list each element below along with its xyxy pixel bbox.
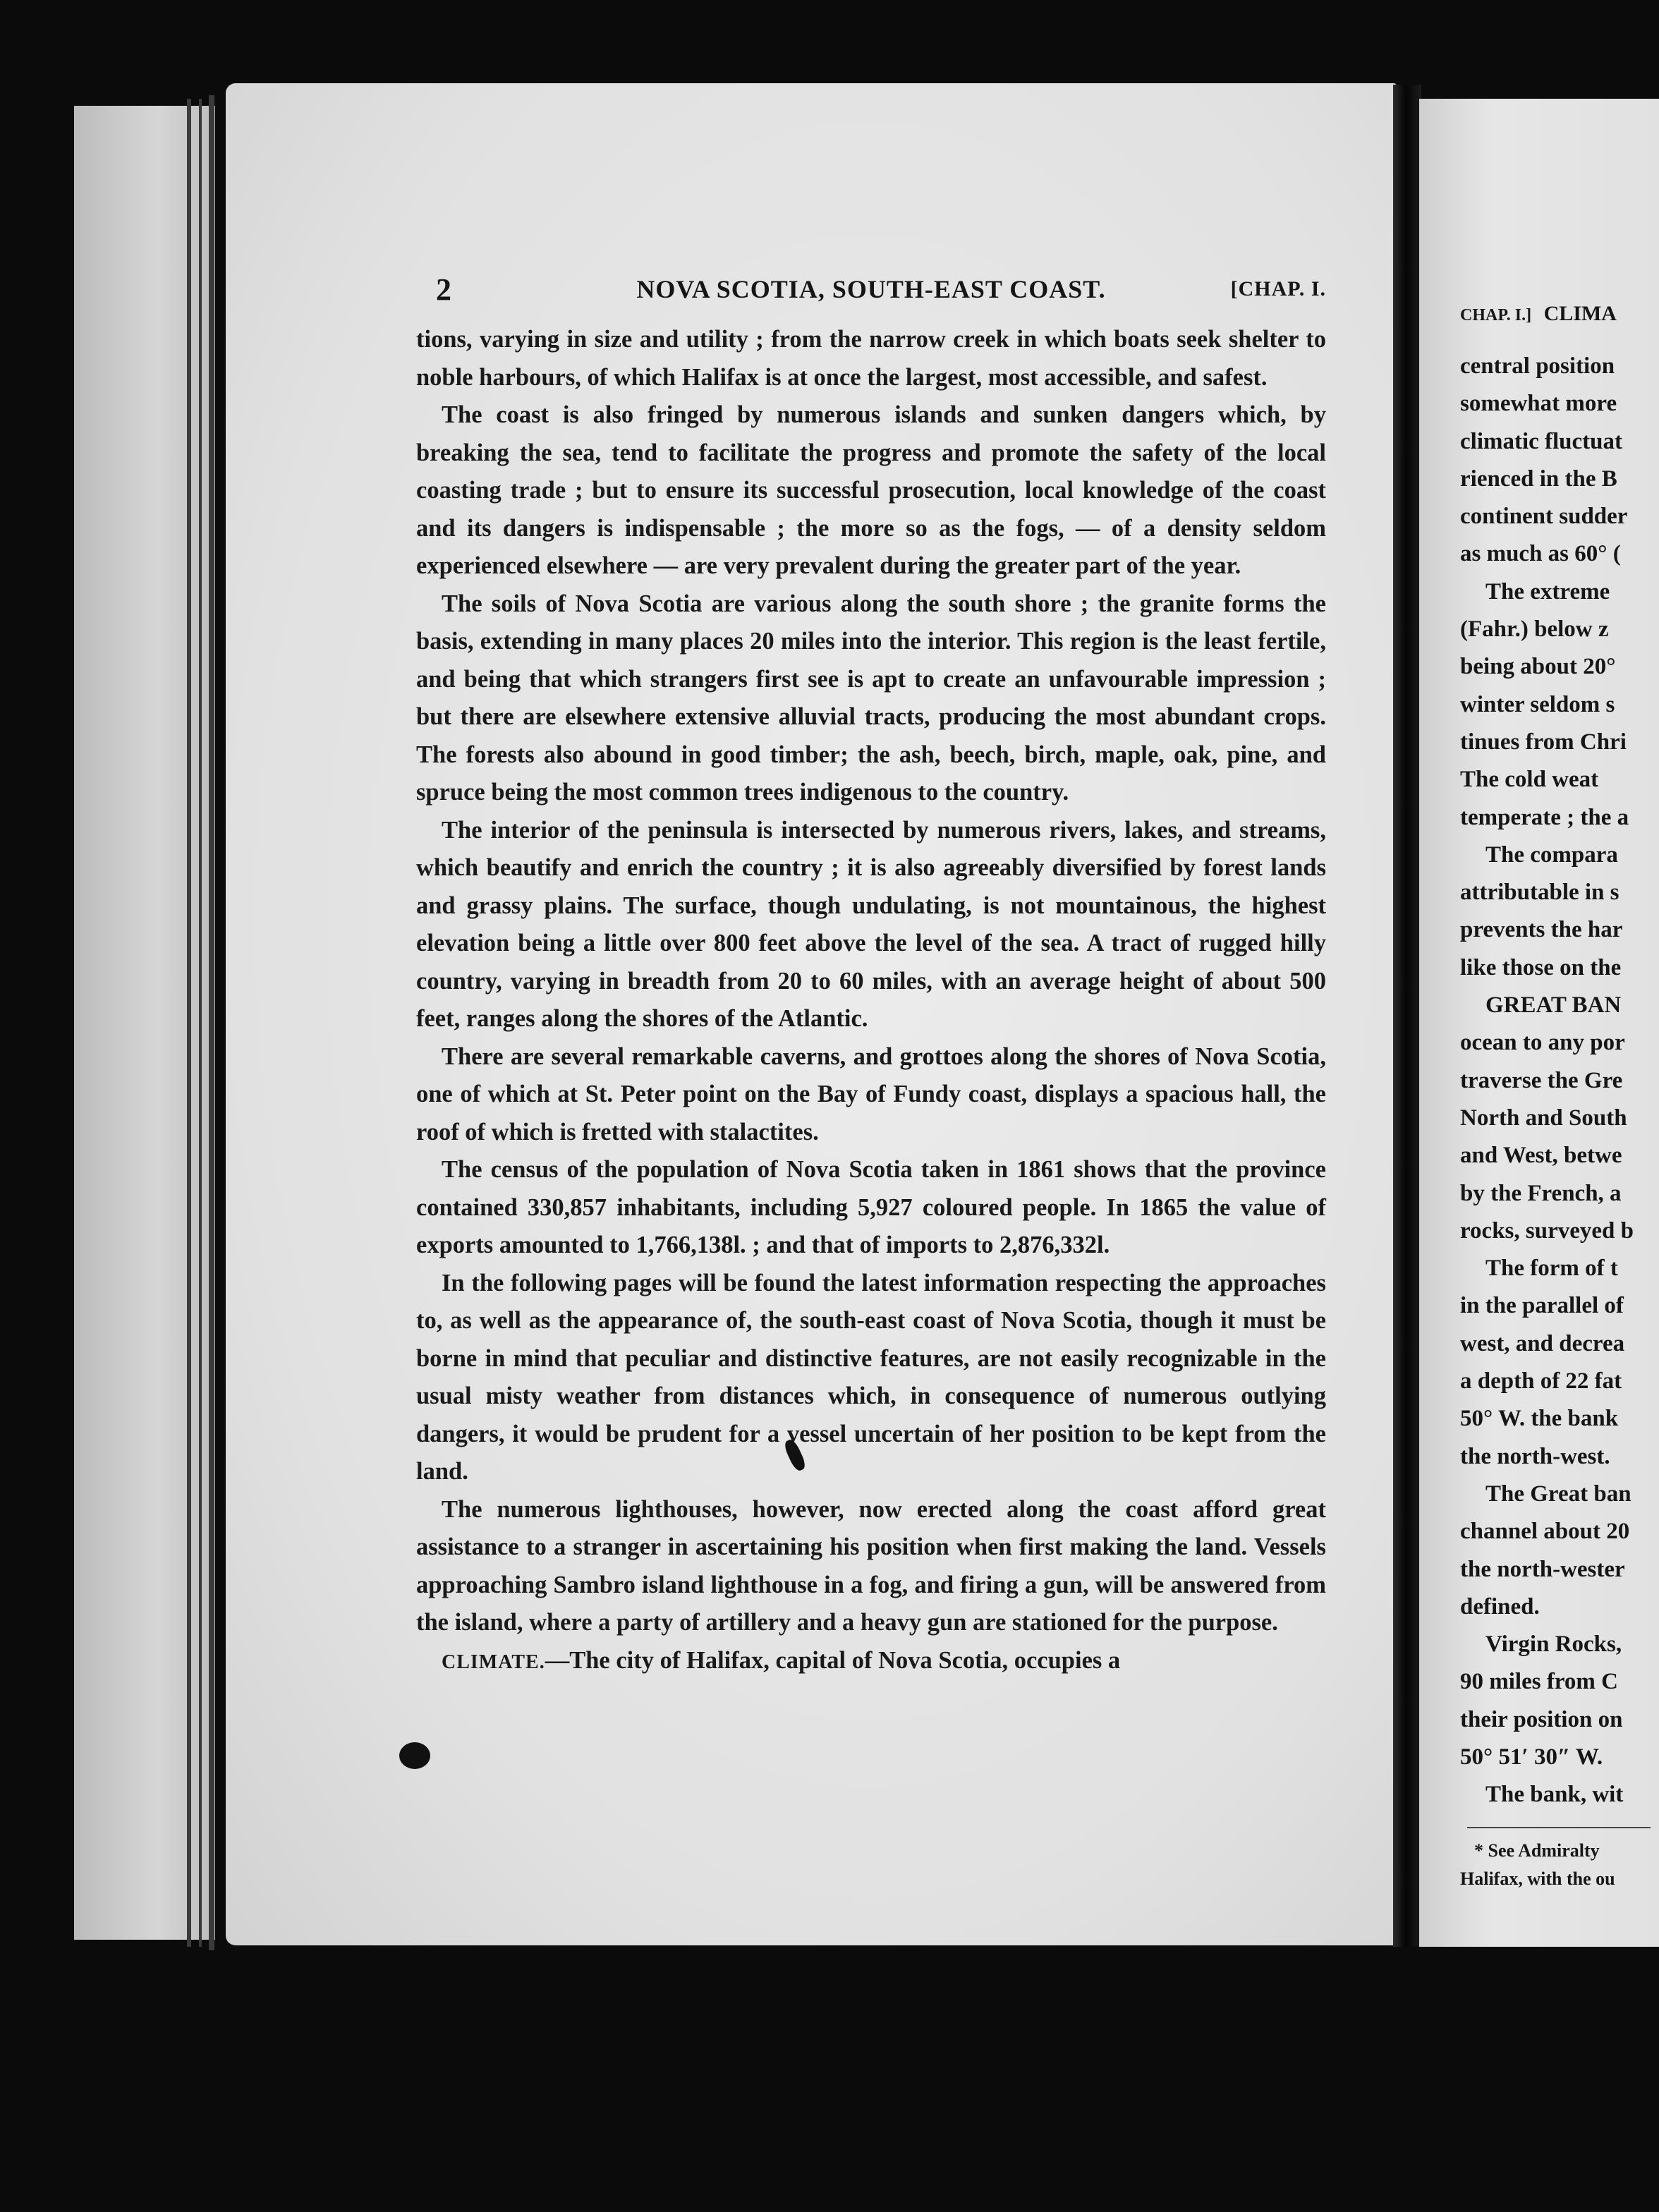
- text-line: Virgin Rocks,: [1485, 1631, 1622, 1658]
- text-line: west, and decrea: [1460, 1330, 1625, 1356]
- running-title: NOVA SCOTIA, SOUTH-EAST COAST.: [636, 275, 1106, 303]
- footnote-rule: [1467, 1827, 1651, 1828]
- text-line: traverse the Gre: [1460, 1067, 1623, 1093]
- text-line: a depth of 22 fat: [1460, 1368, 1622, 1394]
- text-line: their position on: [1460, 1706, 1623, 1732]
- text-line: continent sudder: [1460, 504, 1628, 530]
- climate-text: —The city of Halifax, capital of Nova Scotia, occupies a: [545, 1646, 1121, 1674]
- text-line: GREAT BAN: [1485, 992, 1622, 1019]
- paragraph: tions, varying in size and utility ; from the narrow creek in which boats seek shelter to noble harbours, of which Halifax is at once the largest, most accessible, and safest.: [416, 326, 1326, 391]
- left-page-text: [416, 272, 1326, 1681]
- text-line: the north-wester: [1460, 1556, 1625, 1582]
- text-line: and West, betwe: [1460, 1143, 1622, 1169]
- right-running-header: [1460, 300, 1659, 348]
- text-line: attributable in s: [1460, 880, 1620, 906]
- text-line: ocean to any por: [1460, 1030, 1625, 1056]
- right-page-text: [1460, 300, 1659, 1893]
- text-line: 90 miles from C: [1460, 1669, 1618, 1695]
- text-line: the north-west.: [1460, 1443, 1610, 1469]
- page-number: 2: [436, 272, 452, 307]
- page-edge-line: [209, 95, 214, 1950]
- text-line: central position: [1460, 353, 1615, 379]
- text-line: in the parallel of: [1460, 1293, 1624, 1319]
- text-line: 50° W. the bank: [1460, 1406, 1619, 1432]
- climate-paragraph: [416, 1642, 1326, 1682]
- text-line: climatic fluctuat: [1460, 428, 1623, 454]
- page-edge-stack: [74, 106, 215, 1940]
- text-line: The bank, wit: [1485, 1782, 1624, 1808]
- text-line: by the French, a: [1460, 1180, 1622, 1206]
- running-title-fragment: CLIMA: [1543, 302, 1617, 325]
- paragraph: There are several remarkable caverns, and grottoes along the shores of Nova Scotia, one of which at St. Peter point on the Bay of Fundy coast, displays a spacious hall, the roof of which is fretted with stalactites.: [416, 1043, 1326, 1146]
- paragraph: The numerous lighthouses, however, now erected along the coast afford great assistance to a stranger in ascertaining his position when first making the land. Vessels approaching Sambro island lighthouse in a fog, and firing a gun, will be answered from the island, where a party of artillery and a heavy gun are stationed for the purpose.: [416, 1495, 1326, 1636]
- paragraph: The interior of the peninsula is intersected by numerous rivers, lakes, and streams, which beautify and enrich the country ; it is also agreeably diversified by forest lands and grassy plains. The surface, though undulating, is not mountainous, the highest elevation being a little over 800 feet above the level of the sea. A tract of rugged hilly country, varying in breadth from 20 to 60 miles, with an average height of about 500 feet, ranges along the shores of the Atlantic.: [416, 816, 1326, 1032]
- right-page-lines: [1460, 348, 1659, 1814]
- paragraph: In the following pages will be found the latest information respecting the approaches to, as well as the appearance of, the south-east coast of Nova Scotia, though it must be borne in mind that peculiar and distinctive features, are not easily recognizable in the usual misty weather from distances which, in consequence of numerous outlying dangers, it would be prudent for a vessel uncertain of her position to be kept from the land.: [416, 1269, 1326, 1485]
- text-line: The compara: [1485, 841, 1618, 868]
- text-line: The extreme: [1485, 578, 1610, 604]
- paragraph: The census of the population of Nova Scotia taken in 1861 shows that the province contained 330,857 inhabitants, including 5,927 coloured people. In 1865 the value of exports amounted to 1,766,138l. ; and that of imports to 2,876,332l.: [416, 1156, 1326, 1258]
- text-line: (Fahr.) below z: [1460, 616, 1609, 643]
- section-heading: CLIMATE.: [442, 1651, 545, 1673]
- text-line: 50° 51′ 30″ W.: [1460, 1744, 1603, 1770]
- running-header: [416, 272, 1326, 321]
- text-line: temperate ; the a: [1460, 804, 1629, 830]
- text-line: The form of t: [1485, 1256, 1618, 1282]
- footnote: * See Admiralty: [1474, 1840, 1600, 1861]
- paragraph: The coast is also fringed by numerous islands and sunken dangers which, by breaking the sea, tend to facilitate the progress and promote the safety of the local coasting trade ; but to ensure its successful prosecution, local knowledge of the coast and its dangers is indispensable ; the more so as the fogs, — of a density seldom experienced elsewhere — are very prevalent during the greater part of the year.: [416, 401, 1326, 579]
- footnote: Halifax, with the ou: [1460, 1868, 1615, 1889]
- text-line: tinues from Chri: [1460, 729, 1627, 755]
- text-line: channel about 20: [1460, 1519, 1630, 1545]
- book-gutter: [1393, 85, 1421, 1947]
- text-line: defined.: [1460, 1593, 1540, 1620]
- ink-blot: [399, 1742, 430, 1769]
- paragraph: The soils of Nova Scotia are various along the south shore ; the granite forms the basis, extending in many places 20 miles into the interior. This region is the least fertile, and being that which strangers first see is apt to create an unfavourable impression ; but there are elsewhere extensive alluvial tracts, producing the most abundant crops. The forests also abound in good timber; the ash, beech, birch, maple, oak, pine, and spruce being the most common trees indigenous to the country.: [416, 590, 1326, 806]
- text-line: prevents the har: [1460, 917, 1623, 943]
- text-line: somewhat more: [1460, 391, 1617, 417]
- text-line: being about 20°: [1460, 654, 1616, 680]
- text-line: winter seldom s: [1460, 691, 1615, 717]
- page-edge-line: [199, 99, 202, 1947]
- text-line: rienced in the B: [1460, 466, 1617, 492]
- page-edge-line: [187, 99, 191, 1947]
- text-line: as much as 60° (: [1460, 541, 1621, 567]
- text-line: The Great ban: [1485, 1481, 1631, 1507]
- text-line: The cold weat: [1460, 767, 1599, 793]
- chapter-marker: CHAP. I.]: [1460, 306, 1532, 324]
- text-line: North and South: [1460, 1105, 1627, 1131]
- chapter-marker: [CHAP. I.: [1230, 277, 1326, 300]
- text-line: rocks, surveyed b: [1460, 1217, 1634, 1244]
- text-line: like those on the: [1460, 954, 1622, 980]
